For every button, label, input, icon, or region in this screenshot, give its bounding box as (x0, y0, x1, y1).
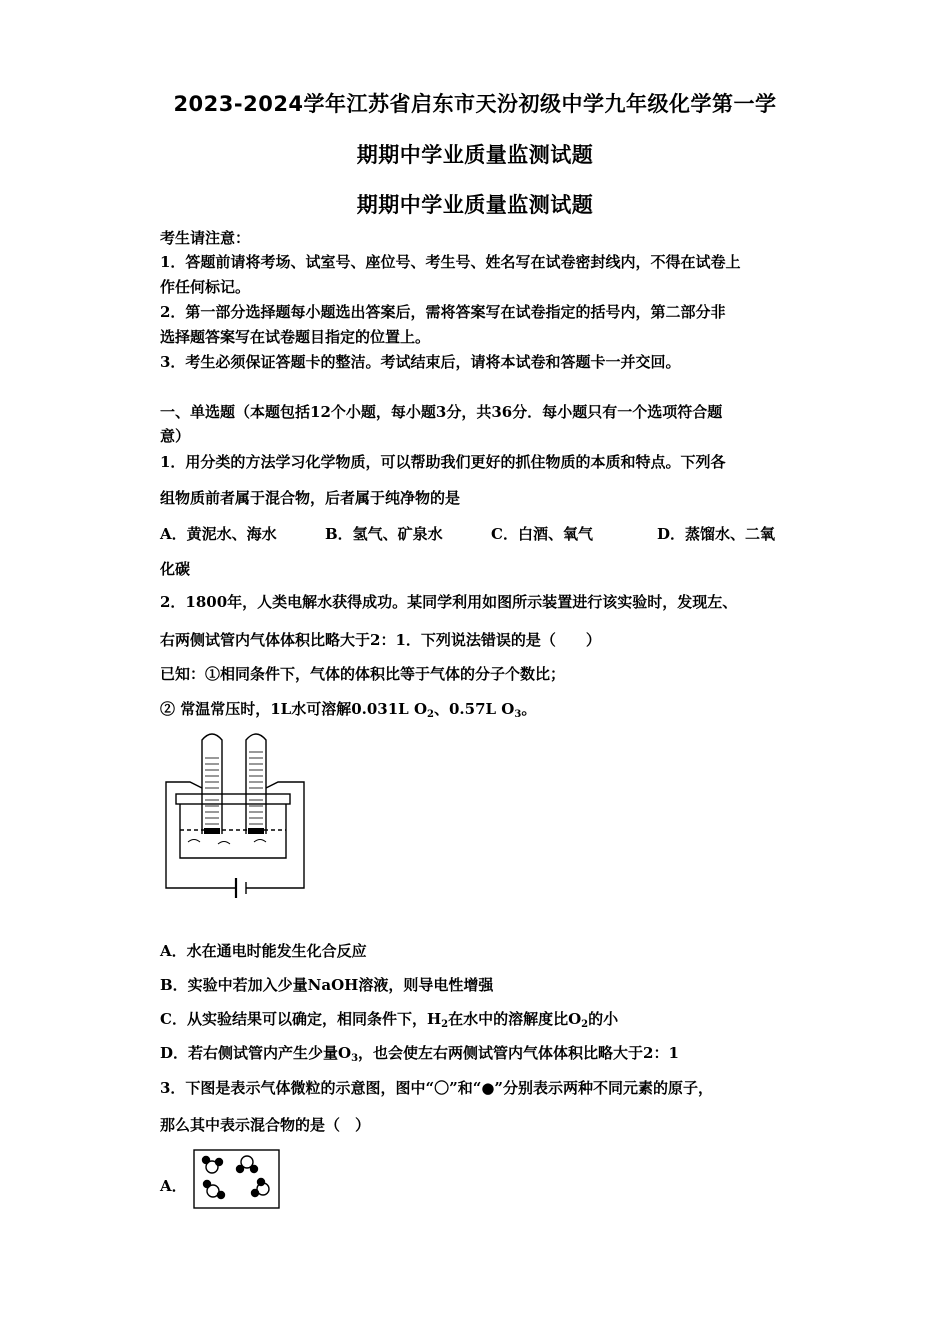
q3-option-a-molecule-diagram (193, 1149, 281, 1211)
q1-option-d-cont: 化碳 (160, 560, 191, 578)
section-1-heading-b: 意） (160, 427, 191, 445)
notice-heading: 考生请注意： (160, 229, 251, 247)
notice-item-3: 3．考生必须保证答题卡的整洁。考试结束后，请将本试卷和答题卡一并交回。 (160, 353, 681, 371)
title-line-3: 期期中学业质量监测试题 (356, 193, 594, 217)
q2-option-d: D．若右侧试管内产生少量$O_3$，也会使左右两侧试管内气体体积比略大于2：1 (160, 1044, 679, 1064)
q2-option-a: A．水在通电时能发生化合反应 (160, 942, 367, 960)
q3-option-a-label: A． (160, 1177, 187, 1195)
q1-option-b: B．氢气、矿泉水 (325, 525, 443, 543)
title-line-1: 2023-2024学年江苏省启东市天汾初级中学九年级化学第一学 (173, 92, 777, 116)
q2-option-b: B．实验中若加入少量NaOH溶液，则导电性增强 (160, 976, 494, 994)
q1-option-a: A．黄泥水、海水 (160, 525, 277, 543)
q3-stem-a: 3．下图是表示气体微粒的示意图，图中“〇”和“●”分别表示两种不同元素的原子， (160, 1079, 714, 1097)
section-1-heading-a: 一、单选题（本题包括12个小题，每小题3分，共36分．每小题只有一个选项符合题 (160, 403, 723, 421)
q1-stem-a: 1．用分类的方法学习化学物质，可以帮助我们更好的抓住物质的本质和特点。下列各 (160, 453, 726, 471)
notice-item-2b: 选择题答案写在试卷题目指定的位置上。 (160, 328, 431, 346)
q2-known-2: ② 常温常压时，1L水可溶解0.031L $O_2$、0.57L $O_3$。 (160, 700, 537, 720)
q2-known-1: 已知：①相同条件下，气体的体积比等于气体的分子个数比； (160, 665, 566, 683)
electrolysis-apparatus-figure (158, 730, 312, 910)
notice-item-1b: 作任何标记。 (160, 278, 251, 296)
q1-option-c: C．白酒、氧气 (491, 525, 593, 543)
q2-stem-b: 右两侧试管内气体体积比略大于2：1．下列说法错误的是（ ） (160, 631, 601, 649)
q1-option-d: D．蒸馏水、二氧 (657, 525, 776, 543)
q2-stem-a: 2．1800年，人类电解水获得成功。某同学利用如图所示装置进行该实验时，发现左、 (160, 593, 738, 611)
q1-stem-b: 组物质前者属于混合物，后者属于纯净物的是 (160, 489, 461, 507)
q3-stem-b: 那么其中表示混合物的是（ ） (160, 1116, 371, 1134)
notice-item-2a: 2．第一部分选择题每小题选出答案后，需将答案写在试卷指定的括号内，第二部分非 (160, 303, 726, 321)
notice-item-1a: 1．答题前请将考场、试室号、座位号、考生号、姓名写在试卷密封线内，不得在试卷上 (160, 253, 741, 271)
title-line-2: 期期中学业质量监测试题 (356, 143, 594, 167)
q2-option-c: C．从实验结果可以确定，相同条件下，$H_2$在水中的溶解度比$O_2$的小 (160, 1010, 619, 1030)
